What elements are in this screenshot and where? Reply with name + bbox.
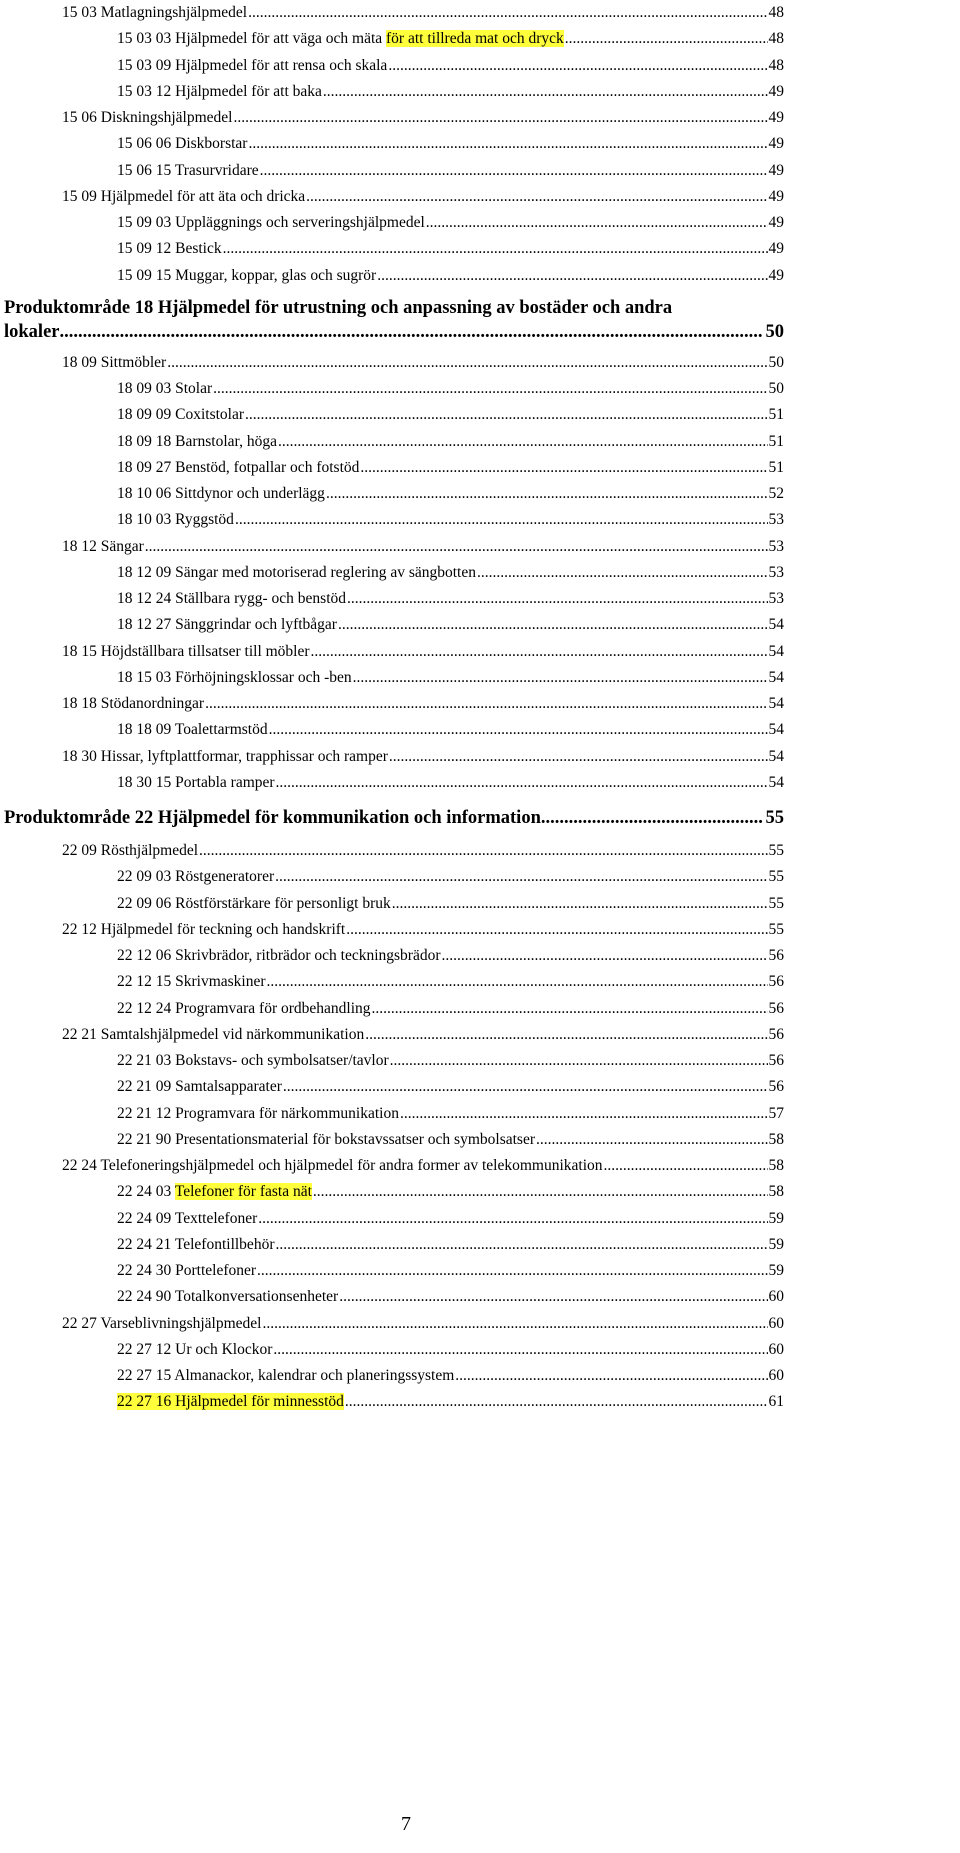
dot-leader (269, 717, 768, 743)
toc-entry-page: 54 (768, 747, 784, 765)
dot-leader (455, 1363, 767, 1389)
toc-entry-page: 59 (768, 1235, 784, 1253)
toc-entry-title-text: 22 12 15 Skrivmaskiner (117, 973, 266, 991)
dot-leader (360, 455, 767, 481)
dot-leader (278, 429, 768, 455)
toc-entry[interactable] (62, 612, 784, 638)
dot-leader (323, 79, 768, 105)
toc-entry[interactable] (62, 158, 784, 184)
toc-entry-title-text: 22 21 09 Samtalsapparater (117, 1078, 282, 1096)
toc-entry-title-text: 22 12 24 Programvara för ordbehandling (117, 999, 371, 1017)
toc-entry-title (62, 534, 144, 560)
toc-entry-title-text: 18 12 09 Sängar med motoriserad reglering av sängbotten (117, 563, 476, 581)
toc-entry-page: 49 (768, 214, 784, 231)
toc-entry-title-text: 15 06 06 Diskborstar (117, 135, 248, 153)
toc-entry-page: 53 (768, 537, 784, 555)
toc-entry[interactable] (62, 1232, 784, 1258)
toc-entry[interactable] (62, 376, 784, 402)
toc-entry-page: 49 (768, 135, 784, 153)
toc-entry-title-text: 22 24 21 Telefontillbehör (117, 1235, 275, 1253)
toc-entry[interactable] (62, 1101, 784, 1127)
dot-leader (339, 1284, 767, 1310)
toc-entry[interactable] (62, 943, 784, 969)
toc-entry-title-text: 15 03 Matlagningshjälpmedel (62, 4, 248, 21)
toc-entry[interactable] (62, 1258, 784, 1284)
toc-entry[interactable] (62, 586, 784, 612)
toc-entry-title (117, 1337, 272, 1363)
toc-entry[interactable] (62, 26, 784, 52)
toc-entry-page: 59 (768, 1262, 784, 1279)
toc-entry-page: 50 (768, 380, 784, 397)
dot-leader (262, 1311, 767, 1337)
dot-leader (267, 969, 768, 995)
toc-entry-title-text: 22 27 Varseblivningshjälpmedel (62, 1314, 262, 1332)
toc-entry-page: 51 (768, 406, 784, 424)
toc-entry-page: 55 (768, 920, 784, 938)
toc-heading-18[interactable] (4, 289, 784, 350)
toc-entry-title-text: 18 18 09 Toalettarmstöd (117, 721, 268, 739)
toc-entry-page: 55 (768, 868, 784, 886)
dot-leader (258, 1206, 767, 1232)
dot-leader (223, 236, 768, 262)
toc-entry-title-text: 22 12 06 Skrivbrädor, ritbrädor och teckningsbrädor (117, 947, 441, 964)
toc-entry-title-text: 18 09 Sittmöbler (62, 353, 167, 371)
dot-leader (604, 1153, 768, 1179)
toc-entry-page: 56 (768, 1078, 784, 1096)
dot-leader (477, 560, 768, 586)
toc-entry-title-text: 18 10 03 Ryggstöd (117, 511, 234, 529)
toc-heading-22[interactable] (4, 796, 784, 838)
toc-entry[interactable] (62, 1153, 784, 1179)
toc-entry[interactable] (62, 864, 784, 890)
toc-entry-title-text: 18 12 24 Ställbara rygg- och benstöd (117, 590, 347, 607)
toc-entry-title (117, 996, 371, 1022)
dot-leader (377, 263, 767, 289)
dot-leader (275, 1232, 767, 1258)
toc-entry-page: 60 (768, 1340, 784, 1358)
toc-entry-title-text: 18 10 06 Sittdynor och underlägg (117, 485, 325, 502)
toc-entry[interactable] (62, 350, 784, 376)
dot-leader (388, 53, 767, 79)
dot-leader (326, 481, 768, 507)
toc-entry-page: 48 (768, 4, 784, 21)
toc-entry[interactable] (62, 969, 784, 995)
dot-leader (400, 1101, 768, 1127)
toc-entry-title (117, 236, 222, 262)
toc-entry-title (62, 0, 247, 26)
toc-entry-page: 56 (768, 947, 784, 964)
toc-entry[interactable] (62, 770, 784, 796)
toc-entry[interactable] (62, 105, 784, 131)
toc-entry-title (117, 376, 212, 402)
toc-entry[interactable] (62, 1284, 784, 1310)
toc-entry-title-text: 22 21 Samtalshjälpmedel vid närkommunikation (62, 1025, 365, 1043)
toc-entry-title-text: 22 27 12 Ur och Klockor (117, 1340, 273, 1358)
toc-entry[interactable] (62, 481, 784, 507)
dot-leader (145, 534, 768, 560)
toc-entry-title (117, 770, 275, 796)
toc-entry-title (62, 1153, 603, 1179)
dot-leader (167, 350, 767, 376)
toc-entry-title (117, 1179, 312, 1205)
toc-entry-title (62, 350, 166, 376)
toc-entry[interactable] (62, 507, 784, 533)
toc-entry-page: 57 (768, 1104, 784, 1122)
toc-entry-title (117, 1363, 454, 1389)
toc-entry[interactable] (62, 1179, 784, 1205)
toc-entry-title-text: 18 12 27 Sänggrindar och lyftbågar (117, 616, 337, 634)
toc-entry-page: 50 (768, 353, 784, 371)
toc-entry-page: 49 (768, 240, 784, 258)
toc-entry-title (117, 665, 352, 691)
toc-entry-title-text: 18 09 03 Stolar (117, 380, 213, 397)
toc-entry-page: 56 (768, 999, 784, 1017)
toc-entry-title-text: 15 09 03 Uppläggnings och serveringshjälpmedel (117, 214, 425, 231)
toc-entry-title (117, 1074, 282, 1100)
toc-entry-page: 60 (768, 1288, 784, 1306)
toc-entry[interactable] (62, 263, 784, 289)
toc-entry-page: 54 (768, 642, 784, 660)
toc-entry-title (117, 1258, 256, 1284)
dot-leader (365, 1022, 767, 1048)
toc-entry-title (117, 717, 268, 743)
toc-entry-title (117, 429, 277, 455)
page-number: 7 (401, 1813, 411, 1835)
dot-leader (276, 770, 768, 796)
toc-entry-title-text: 15 03 09 Hjälpmedel för att rensa och skala (117, 56, 388, 74)
toc-entry-title-text: 22 09 06 Röstförstärkare för personligt bruk (117, 894, 391, 912)
dot-leader (283, 1074, 768, 1100)
toc-entry-title (117, 1048, 389, 1074)
toc-entry[interactable] (62, 996, 784, 1022)
toc-entry-title (117, 864, 274, 890)
highlighted-text: för att tillreda mat och dryck (386, 30, 564, 48)
dot-leader (260, 158, 768, 184)
dot-leader (347, 586, 767, 612)
toc-entry-page: 49 (768, 109, 784, 126)
toc-entry-page: 54 (768, 695, 784, 712)
toc-heading-18-page: 50 (765, 321, 784, 342)
dot-leader (346, 917, 767, 943)
dot-leader (235, 507, 768, 533)
toc-entry-page: 53 (768, 563, 784, 581)
toc-entry-title-text: 22 24 Telefoneringshjälpmedel och hjälpmedel för andra former av telekommunikation (62, 1157, 603, 1174)
toc-heading-18-line1: Produktområde 18 Hjälpmedel för utrustning och anpassning av bostäder och andra (4, 297, 673, 318)
toc-entry-title-text: 15 09 Hjälpmedel för att äta och dricka (62, 187, 306, 205)
toc-block-22 (62, 838, 784, 1416)
toc-entry[interactable] (62, 717, 784, 743)
toc-entry[interactable] (62, 53, 784, 79)
toc-entry-title (117, 560, 476, 586)
dot-leader (536, 1127, 768, 1153)
dot-leader (353, 665, 768, 691)
dot-leader (372, 996, 768, 1022)
toc-entry-title (62, 744, 388, 770)
toc-entry[interactable] (62, 1048, 784, 1074)
toc-entry-page: 55 (768, 894, 784, 912)
dot-leader (248, 0, 767, 26)
dot-leader (392, 891, 768, 917)
toc-entry-title (62, 838, 198, 864)
dot-leader (442, 943, 768, 969)
highlighted-text: 22 27 16 Hjälpmedel för minnesstöd (117, 1393, 344, 1411)
toc-entry-title-text: 22 24 90 Totalkonversationsenheter (117, 1288, 339, 1306)
toc-entry-title-text: 18 09 09 Coxitstolar (117, 406, 245, 424)
toc-entry-title (117, 455, 359, 481)
toc-entry-title (117, 1101, 399, 1127)
dot-leader (338, 612, 768, 638)
toc-entry-page: 56 (768, 1052, 784, 1069)
toc-entry-title-text: 18 30 15 Portabla ramper (117, 773, 275, 791)
toc-entry-title (117, 507, 234, 533)
toc-heading-22-page: 55 (765, 808, 784, 828)
toc-block-18 (62, 350, 784, 796)
toc-entry-title-text: 22 12 Hjälpmedel för teckning och handskrift (62, 920, 346, 938)
toc-entry-page: 52 (768, 485, 784, 502)
toc-entry[interactable] (62, 1363, 784, 1389)
dot-leader (257, 1258, 767, 1284)
toc-entry-title-text: 22 09 03 Röstgeneratorer (117, 868, 275, 886)
toc-entry-page: 51 (768, 432, 784, 450)
toc-entry-page: 58 (768, 1130, 784, 1148)
toc-entry-title (117, 1127, 535, 1153)
toc-entry-page: 61 (768, 1393, 784, 1411)
toc-entry[interactable] (62, 1022, 784, 1048)
toc-entry[interactable] (62, 1337, 784, 1363)
dot-leader (273, 1337, 767, 1363)
toc-entry-page: 60 (768, 1367, 784, 1384)
toc-entry[interactable] (62, 429, 784, 455)
toc-entry-title-text: 22 24 30 Porttelefoner (117, 1262, 257, 1279)
toc-entry-page: 54 (768, 616, 784, 634)
toc-entry-title (62, 1022, 364, 1048)
dot-leader (205, 691, 767, 717)
toc-entry-title (117, 1284, 338, 1310)
toc-entry-title-text: 22 24 09 Texttelefoner (117, 1209, 258, 1227)
dot-leader (313, 1179, 768, 1205)
dot-leader (426, 210, 768, 236)
toc-entry-page: 55 (768, 842, 784, 859)
toc-heading-18-line2 (4, 320, 784, 344)
toc-entry[interactable] (62, 210, 784, 236)
toc-entry-title-text: 15 09 15 Muggar, koppar, glas och sugrör (117, 266, 377, 284)
dot-leader (275, 864, 767, 890)
toc-entry-title-text: 22 09 Rösthjälpmedel (62, 842, 199, 859)
toc-entry[interactable] (62, 0, 784, 26)
toc-entry-title (117, 26, 564, 52)
toc-entry[interactable] (62, 534, 784, 560)
dot-leader (541, 806, 763, 830)
dot-leader (245, 402, 767, 428)
dot-leader (234, 105, 768, 131)
toc-entry-page: 58 (768, 1157, 784, 1174)
toc-entry-title-text: 15 09 12 Bestick (117, 240, 222, 258)
toc-entry-title (117, 481, 325, 507)
toc-entry-title-text: 18 15 Höjdställbara tillsatser till möbler (62, 642, 310, 660)
toc-heading-18-title-end: lokaler (4, 321, 60, 342)
dot-leader (565, 26, 768, 52)
toc-entry-page: 49 (768, 82, 784, 100)
toc-entry-page: 54 (768, 721, 784, 739)
toc-entry-title (62, 1311, 261, 1337)
toc-entry-title-text: 15 03 03 Hjälpmedel för att väga och mäta (117, 30, 387, 48)
toc-entry-title (117, 158, 259, 184)
dot-leader (213, 376, 767, 402)
toc-entry-title-text: 15 03 12 Hjälpmedel för att baka (117, 82, 322, 100)
toc-entry-page: 49 (768, 266, 784, 284)
toc-entry-title (117, 969, 266, 995)
toc-entry-title (62, 184, 305, 210)
toc-entry-page: 49 (768, 161, 784, 179)
dot-leader (306, 184, 767, 210)
toc-entry-page: 53 (768, 590, 784, 607)
toc-entry-page: 56 (768, 973, 784, 991)
toc-entry-title (117, 943, 441, 969)
dot-leader (248, 131, 767, 157)
toc-entry[interactable] (62, 455, 784, 481)
toc-entry-title-text: 18 09 27 Benstöd, fotpallar och fotstöd (117, 458, 360, 476)
toc-entry-title (62, 105, 233, 131)
toc-entry-page: 54 (768, 773, 784, 791)
dot-leader (60, 320, 763, 344)
toc-entry[interactable] (62, 1206, 784, 1232)
dot-leader (311, 639, 768, 665)
toc-entry[interactable] (62, 560, 784, 586)
toc-entry-page: 56 (768, 1025, 784, 1043)
toc-entry-title-text: 22 21 12 Programvara för närkommunikation (117, 1104, 399, 1122)
toc-entry[interactable] (62, 691, 784, 717)
toc-entry-title (117, 210, 425, 236)
toc-entry-title (117, 402, 244, 428)
toc-entry-page: 48 (768, 30, 784, 48)
toc-entry[interactable] (62, 402, 784, 428)
toc-entry-title-text: 15 06 15 Trasurvridare (117, 161, 259, 179)
toc-entry-page: 53 (768, 511, 784, 529)
toc-entry-title (117, 263, 376, 289)
toc-entry-title (117, 1206, 257, 1232)
toc-entry-title (117, 612, 337, 638)
toc-entry-title-text: 22 21 03 Bokstavs- och symbolsatser/tavlor (117, 1052, 389, 1069)
dot-leader (199, 838, 767, 864)
toc-entry[interactable] (62, 236, 784, 262)
toc-entry-page: 48 (768, 56, 784, 74)
toc-entry[interactable] (62, 79, 784, 105)
toc-entry[interactable] (62, 665, 784, 691)
toc-entry[interactable] (62, 1311, 784, 1337)
toc-entry[interactable] (62, 744, 784, 770)
toc-entry-page: 60 (768, 1314, 784, 1332)
toc-entry-title (117, 79, 322, 105)
toc-entry-title (117, 1232, 274, 1258)
toc-entry-page: 51 (768, 458, 784, 476)
toc-entry[interactable] (62, 184, 784, 210)
toc-entry-title (62, 917, 345, 943)
toc-entry-title (117, 1389, 344, 1415)
toc-entry-title-text: 18 09 18 Barnstolar, höga (117, 432, 277, 450)
toc-entry-title-text: 18 30 Hissar, lyftplattformar, trapphissar och ramper (62, 747, 388, 765)
toc-entry-title-text: 22 21 90 Presentationsmaterial för bokstavssatser och symbolsatser (117, 1130, 535, 1148)
toc-entry-title-text: 18 12 Sängar (62, 537, 144, 555)
toc-entry-page: 59 (768, 1209, 784, 1227)
toc-entry-title-text: 15 06 Diskningshjälpmedel (62, 109, 233, 126)
toc-entry-title-text: 22 24 03 (117, 1183, 175, 1201)
highlighted-text: Telefoner för fasta nät (174, 1183, 312, 1201)
toc-entry-title (117, 131, 247, 157)
toc-entry-title (62, 691, 204, 717)
toc-entry-title-text: 22 27 15 Almanackor, kalendrar och planeringssystem (117, 1367, 455, 1384)
toc-entry[interactable] (62, 1127, 784, 1153)
toc-entry-title (117, 586, 346, 612)
toc-entry-title-text: 18 15 03 Förhöjningsklossar och -ben (117, 668, 352, 686)
toc-block-15 (62, 0, 784, 289)
toc-entry[interactable] (62, 1074, 784, 1100)
toc-entry-title (62, 639, 310, 665)
toc-heading-22-title: Produktområde 22 Hjälpmedel för kommunikation och information (4, 808, 541, 828)
toc-entry-page: 54 (768, 668, 784, 686)
toc-entry[interactable] (62, 838, 784, 864)
toc-entry-page: 58 (768, 1183, 784, 1201)
toc-entry[interactable] (62, 131, 784, 157)
dot-leader (389, 744, 768, 770)
toc-entry[interactable] (62, 639, 784, 665)
toc-entry[interactable] (62, 917, 784, 943)
table-of-contents (4, 0, 784, 1416)
toc-entry[interactable] (62, 1389, 784, 1415)
toc-entry[interactable] (62, 891, 784, 917)
toc-entry-title (117, 891, 391, 917)
dot-leader (390, 1048, 768, 1074)
toc-entry-title (117, 53, 387, 79)
toc-entry-page: 49 (768, 187, 784, 205)
dot-leader (345, 1389, 768, 1415)
toc-entry-title-text: 18 18 Stödanordningar (62, 695, 205, 712)
